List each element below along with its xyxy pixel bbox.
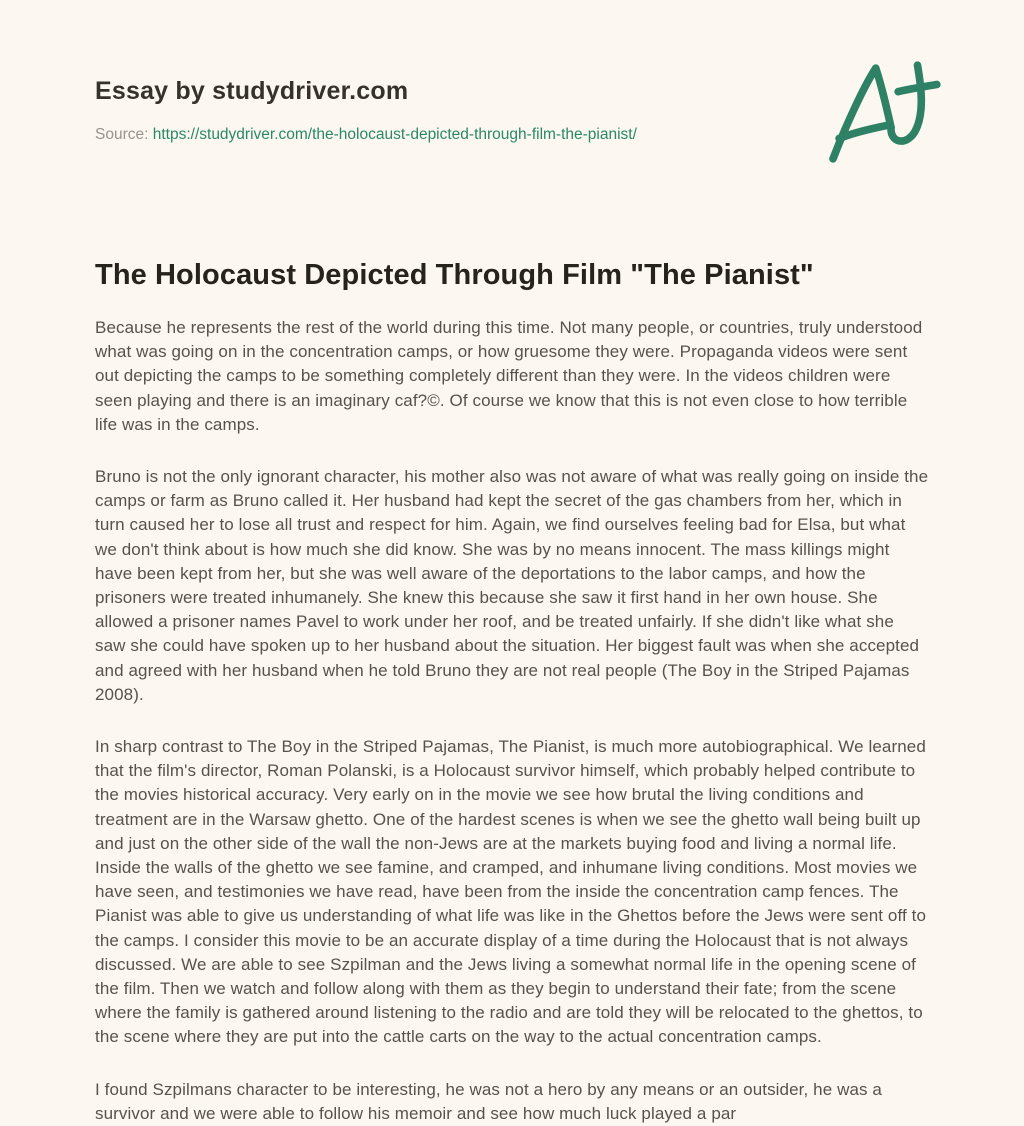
source-label: Source:	[95, 126, 149, 143]
source-link[interactable]: https://studydriver.com/the-holocaust-depicted-through-film-the-pianist/	[152, 126, 637, 143]
studydriver-logo	[820, 56, 960, 168]
essay-paragraph-2: Bruno is not the only ignorant character, his mother also was not aware of what was really going on inside the camps or farm as Bruno called it. Her husband had kept the secret of the gas chambers from her, which in turn caused her to lose all trust and respect for him. Again, we find ourselves feeling bad for Elsa, but what we don't think about is how much she did know. She was by no means innocent. The mass killings might have been kept from her, but she was well aware of the deportations to the labor camps, and how the prisoners were treated inhumanely. She knew this because she saw it first hand in her own house. She allowed a prisoner names Pavel to work under her roof, and be treated unfairly. If she didn't like what she saw she could have spoken up to her husband about the situation. Her biggest fault was when she accepted and agreed with her husband when he told Bruno they are not real people (The Boy in the Striped Pajamas 2008).	[95, 467, 929, 704]
essay-content	[95, 0, 929, 1126]
essay-paragraph-1: Because he represents the rest of the world during this time. Not many people, or countries, truly understood what was going on in the concentration camps, or how gruesome they were. Propaganda videos were sent out depicting the camps to be something completely different than they were. In the videos children were seen playing and there is an imaginary caf?©. Of course we know that this is not even close to how terrible life was in the camps.	[95, 318, 923, 434]
page-header-title: Essay by studydriver.com	[95, 77, 409, 105]
essay-paragraph-4: I found Szpilmans character to be interesting, he was not a hero by any means or an outsider, he was a survivor and we were able to follow his memoir and see how much luck played a par	[95, 1079, 882, 1123]
essay-title: The Holocaust Depicted Through Film "The Pianist"	[95, 259, 814, 291]
essay-paragraph-3: In sharp contrast to The Boy in the Striped Pajamas, The Pianist, is much more autobiographical. We learned that the film's director, Roman Polanski, is a Holocaust survivor himself, which probably helped contribute to the movies historical accuracy. Very early on in the movie we see how brutal the living conditions and treatment are in the Warsaw ghetto. One of the hardest scenes is when we see the ghetto wall being built up and just on the other side of the wall the non-Jews are at the markets buying food and living a normal life. Inside the walls of the ghetto we see famine, and cramped, and inhumane living conditions. Most movies we have seen, and testimonies we have read, have been from the inside the concentration camp fences. The Pianist was able to give us understanding of what life was like in the Ghettos before the Jews were sent off to the camps. I consider this movie to be an accurate display of a time during the Holocaust that is not always discussed. We are able to see Szpilman and the Jews living a somewhat normal life in the opening scene of the film. Then we watch and follow along with them as they begin to understand their fate; from the scene where the family is gathered around listening to the radio and are told they will be relocated to the ghettos, to the scene where they are put into the cattle carts on the way to the actual concentration camps.	[95, 737, 927, 1047]
source-line	[95, 124, 929, 146]
a-plus-icon	[820, 56, 960, 168]
